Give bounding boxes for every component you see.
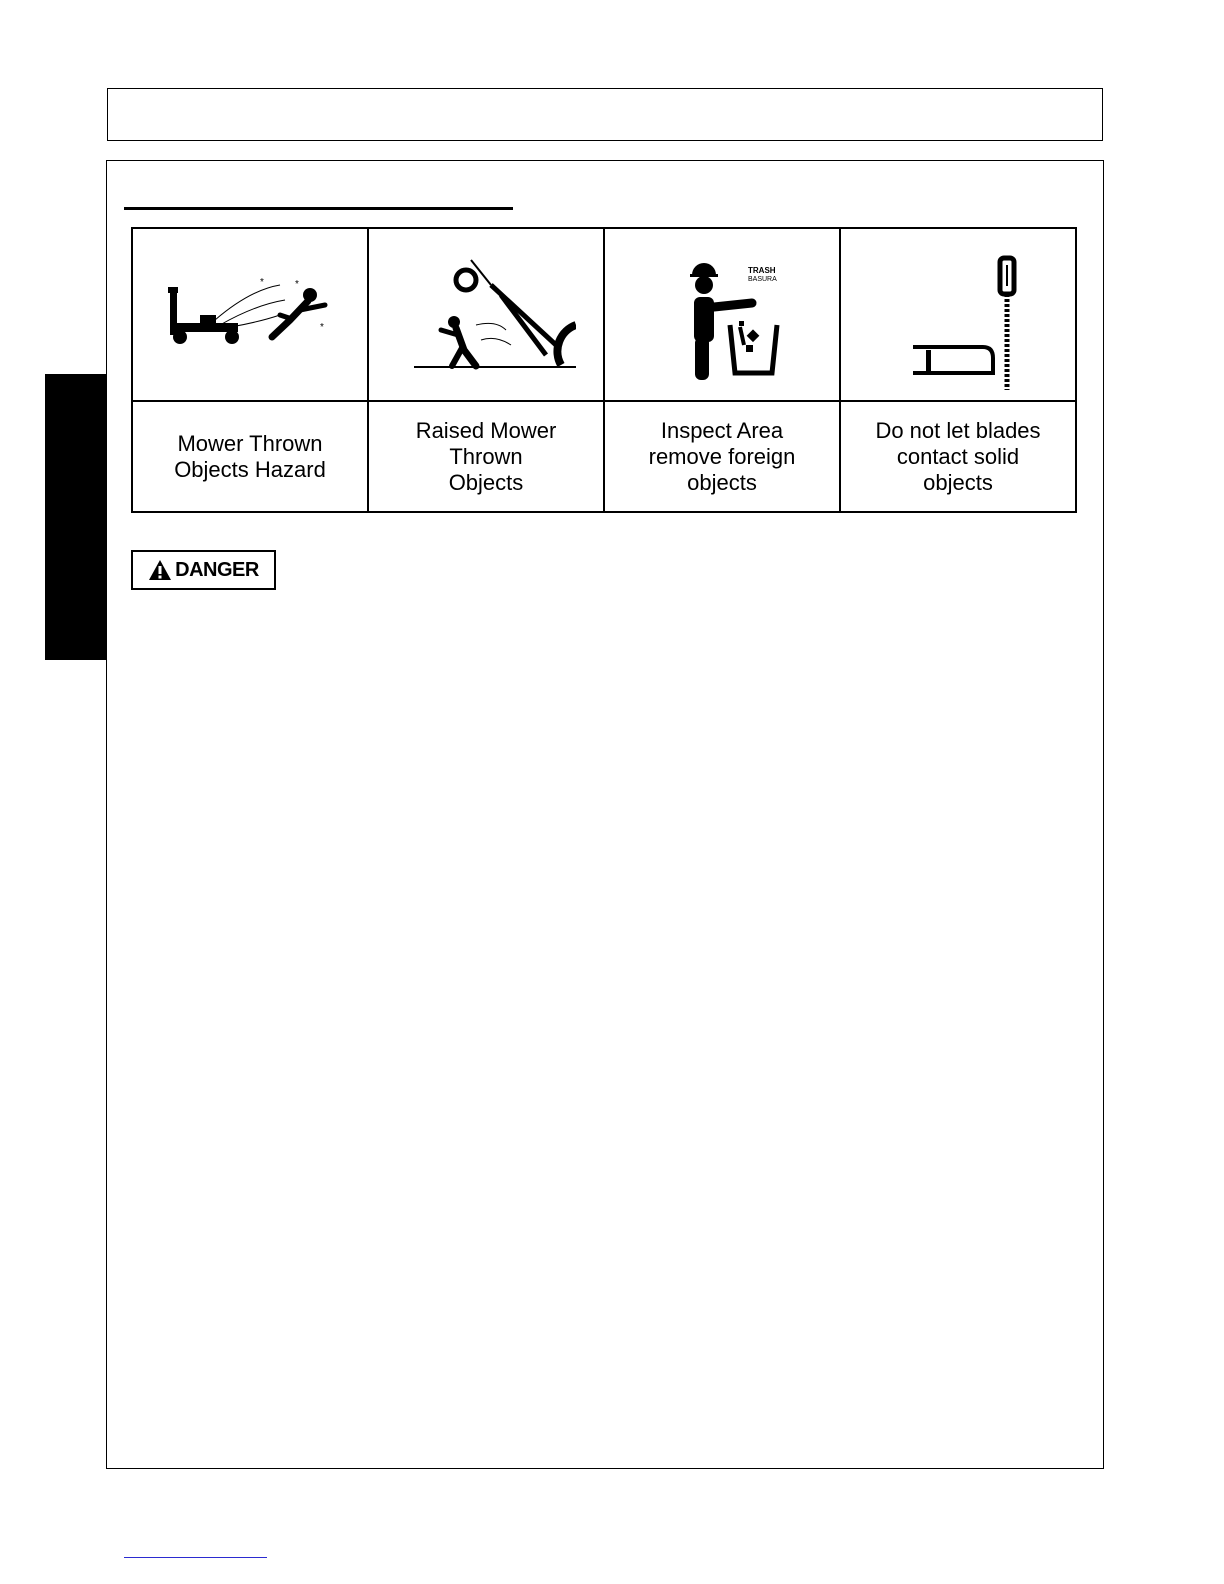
sign-label-cell [368, 401, 604, 512]
svg-text:*: * [295, 278, 299, 290]
svg-text:*: * [260, 276, 264, 288]
sign-cell-raised-mower [368, 228, 604, 401]
safety-signs-table [131, 227, 1077, 513]
blade-height-icon [868, 240, 1048, 390]
sign-cell-blade-contact [840, 228, 1076, 401]
sign-label-cell [132, 401, 368, 512]
footer-link-underline[interactable] [124, 1557, 267, 1558]
sign-label: Mower Thrown Objects Hazard [174, 430, 326, 482]
sign-label: Raised Mower Thrown Objects [415, 417, 557, 495]
sign-label-cell [840, 401, 1076, 512]
sign-label: Do not let blades contact solid objects [875, 417, 1041, 495]
page-header-box [107, 88, 1103, 141]
svg-text:*: * [320, 321, 324, 333]
section-title-underline [124, 207, 513, 210]
section-tab [45, 374, 107, 660]
warning-triangle-icon [148, 559, 172, 581]
sign-label-cell [604, 401, 840, 512]
raised-mower-icon [396, 250, 576, 380]
sign-label: Inspect Area remove foreign objects [648, 417, 796, 495]
thrown-objects-icon [160, 275, 340, 355]
danger-badge [131, 550, 276, 590]
trash-label: TRASH [748, 265, 776, 275]
sign-cell-thrown-objects [132, 228, 368, 401]
sign-cell-inspect-area [604, 228, 840, 401]
trash-icon [632, 245, 812, 385]
basura-label: BASURA [748, 275, 777, 283]
danger-label: DANGER [175, 558, 259, 581]
